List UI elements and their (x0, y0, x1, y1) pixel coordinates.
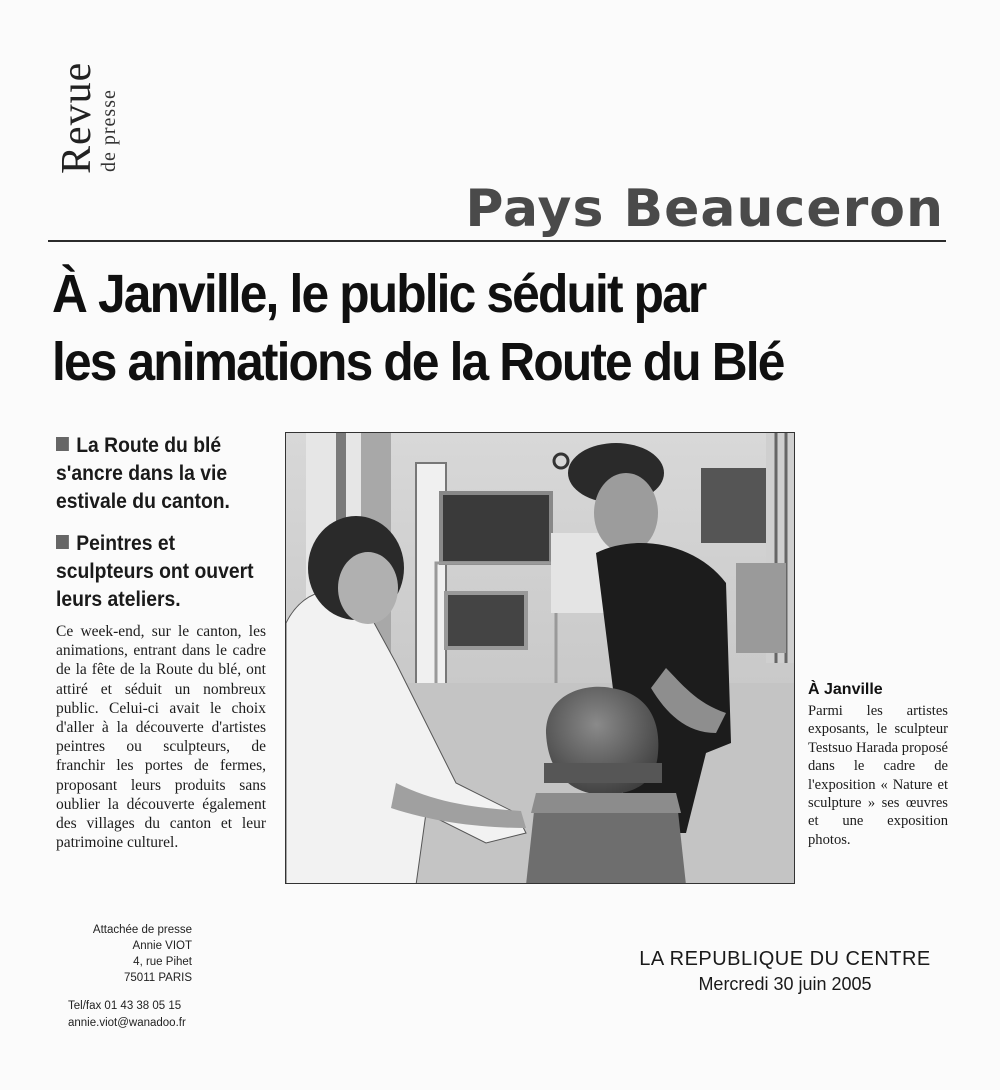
publication-date: Mercredi 30 juin 2005 (698, 974, 872, 994)
revue-de-presse-label (56, 34, 136, 174)
headline (52, 260, 880, 396)
headline-line-1: À Janville, le public séduit par (52, 264, 706, 324)
contact-name: Annie VIOT (132, 940, 192, 952)
headline-line-2: les animations de la Route du Blé (52, 332, 784, 392)
bullet-text: Peintres et sculpteurs ont ouvert leurs ateliers. (56, 532, 254, 611)
newspaper-name: LA REPUBLIQUE DU CENTRE (639, 948, 931, 970)
article-photo (285, 432, 795, 884)
press-contact-details (68, 998, 186, 1032)
caption-title: À Janville (808, 681, 883, 698)
contact-email: annie.viot@wanadoo.fr (68, 1017, 186, 1029)
bullet-item (56, 432, 277, 516)
bullet-text: La Route du blé s'ancre dans la vie estivale du canton. (56, 434, 230, 513)
de-presse-label: de presse (98, 89, 120, 172)
revue-label: Revue (54, 61, 100, 174)
photo-illustration (286, 433, 795, 884)
contact-city: 75011 PARIS (124, 972, 192, 984)
contact-phone: Tel/fax 01 43 38 05 15 (68, 1000, 182, 1012)
summary-bullets (56, 432, 278, 628)
photo-caption (808, 680, 948, 849)
bullet-square-icon (56, 535, 69, 549)
contact-street: 4, rue Pihet (133, 956, 192, 968)
caption-text: Parmi les artistes exposants, le sculpteur Testsuo Harada proposé dans le cadre de l'exposition « Nature et sculpture » ses œuvres et une exposition photos. (808, 703, 949, 848)
bullet-item (56, 530, 277, 614)
section-title: Pays Beauceron (465, 179, 944, 239)
article-body: Ce week-end, sur le canton, les animations, entrant dans le cadre de la fête de la Route du blé, ont attiré et séduit un nombreux public. Celui-ci avait le choix d'aller à la découverte d'artistes peintres ou sculpteurs, de franchir les portes de fermes, proposant leurs produits sans oublier la découverte également des villages du canton et leur patrimoine culturel. (56, 623, 266, 852)
newspaper-source (620, 946, 950, 996)
section-rule (48, 240, 946, 242)
press-contact (60, 922, 192, 986)
bullet-square-icon (56, 437, 69, 451)
contact-role: Attachée de presse (92, 924, 192, 936)
